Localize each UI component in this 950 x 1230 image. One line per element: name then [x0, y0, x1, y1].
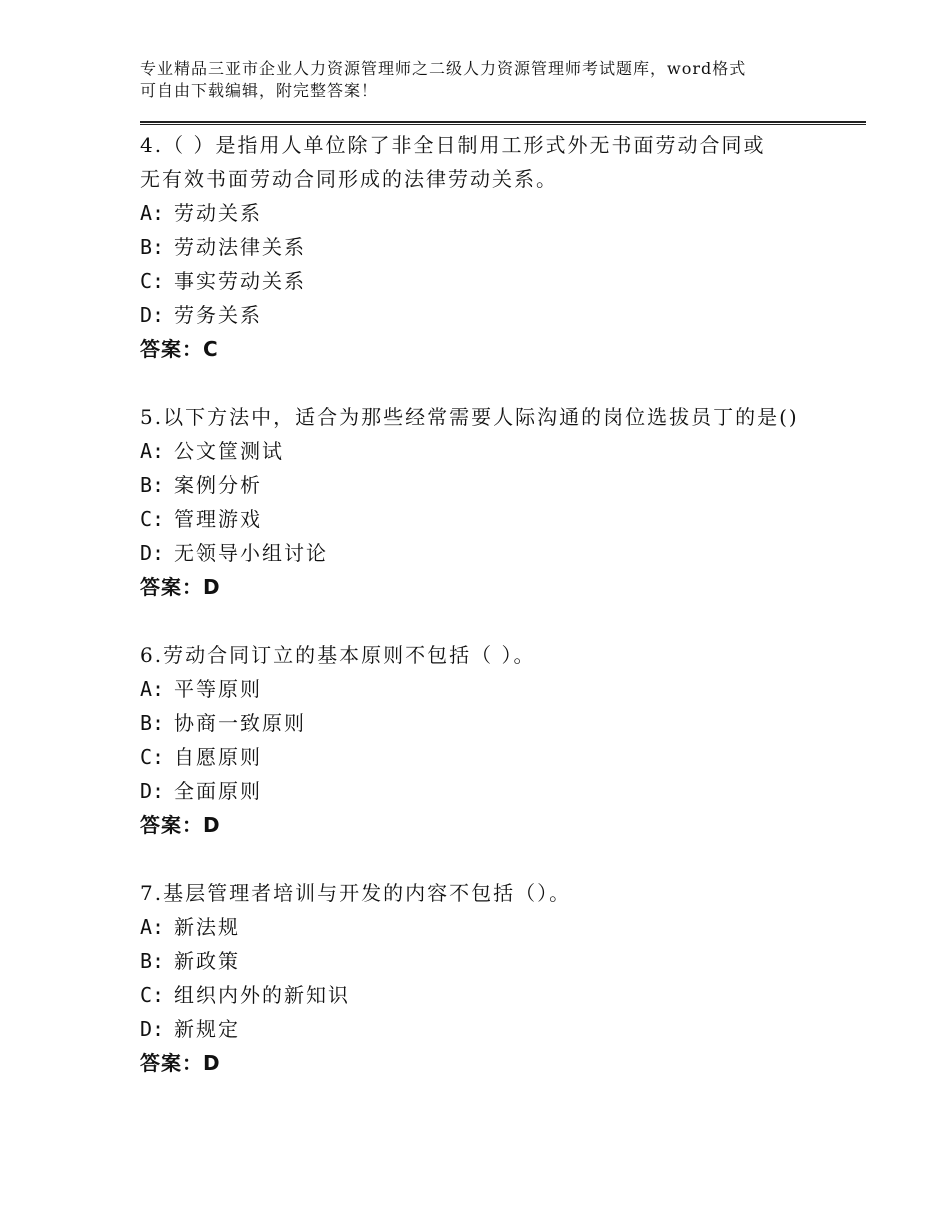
option-letter: D: [140, 303, 165, 327]
option-c [140, 264, 860, 298]
header-line-2: 可自由下载编辑，附完整答案！ [140, 81, 379, 100]
option-letter: D: [140, 779, 165, 803]
option-letter: D: [140, 1017, 165, 1041]
question-text: 7.基层管理者培训与开发的内容不包括（）。 [140, 881, 572, 905]
option-text: 平等原则 [174, 677, 262, 701]
option-letter: C: [140, 269, 165, 293]
option-letter: B: [140, 473, 165, 497]
option-letter: B: [140, 711, 165, 735]
question-list [140, 128, 860, 1080]
option-letter: C: [140, 507, 165, 531]
option-a [140, 434, 860, 468]
option-b [140, 944, 860, 978]
option-text: 公文筐测试 [174, 439, 284, 463]
option-a [140, 910, 860, 944]
answer-label: 答案：D [140, 813, 221, 837]
answer-label: 答案：D [140, 1051, 221, 1075]
answer-label: 答案：C [140, 337, 219, 361]
option-d [140, 298, 860, 332]
option-letter: B: [140, 949, 165, 973]
option-text: 劳务关系 [174, 303, 262, 327]
option-letter: C: [140, 983, 165, 1007]
option-d [140, 774, 860, 808]
option-c [140, 502, 860, 536]
header-divider [140, 121, 866, 125]
option-text: 劳动法律关系 [174, 235, 306, 259]
option-text: 新政策 [174, 949, 240, 973]
question-text-continued: 无有效书面劳动合同形成的法律劳动关系。 [140, 167, 558, 191]
option-text: 新规定 [174, 1017, 240, 1041]
question-text: 4.（ ）是指用人单位除了非全日制用工形式外无书面劳动合同或 [140, 133, 766, 157]
option-text: 案例分析 [174, 473, 262, 497]
option-c [140, 740, 860, 774]
option-text: 无领导小组讨论 [174, 541, 328, 565]
option-text: 自愿原则 [174, 745, 262, 769]
question-text: 6.劳动合同订立的基本原则不包括（ ）。 [140, 643, 536, 667]
question-7 [140, 876, 860, 1080]
option-text: 劳动关系 [174, 201, 262, 225]
option-a [140, 196, 860, 230]
question-5 [140, 400, 860, 604]
option-letter: A: [140, 677, 165, 701]
option-text: 协商一致原则 [174, 711, 306, 735]
option-text: 管理游戏 [174, 507, 262, 531]
question-4 [140, 128, 860, 366]
option-letter: A: [140, 915, 165, 939]
question-6 [140, 638, 860, 842]
option-letter: D: [140, 541, 165, 565]
question-text: 5.以下方法中，适合为那些经常需要人际沟通的岗位选拔员丁的是() [140, 405, 799, 429]
answer-label: 答案：D [140, 575, 221, 599]
option-d [140, 536, 860, 570]
option-text: 新法规 [174, 915, 240, 939]
option-a [140, 672, 860, 706]
option-b [140, 706, 860, 740]
option-text: 事实劳动关系 [174, 269, 306, 293]
option-b [140, 468, 860, 502]
option-text: 全面原则 [174, 779, 262, 803]
option-c [140, 978, 860, 1012]
option-letter: C: [140, 745, 165, 769]
option-letter: A: [140, 201, 165, 225]
option-letter: B: [140, 235, 165, 259]
document-header [140, 58, 840, 102]
option-b [140, 230, 860, 264]
option-d [140, 1012, 860, 1046]
option-letter: A: [140, 439, 165, 463]
header-line-1: 专业精品三亚市企业人力资源管理师之二级人力资源管理师考试题库，word格式 [140, 59, 747, 78]
option-text: 组织内外的新知识 [174, 983, 350, 1007]
